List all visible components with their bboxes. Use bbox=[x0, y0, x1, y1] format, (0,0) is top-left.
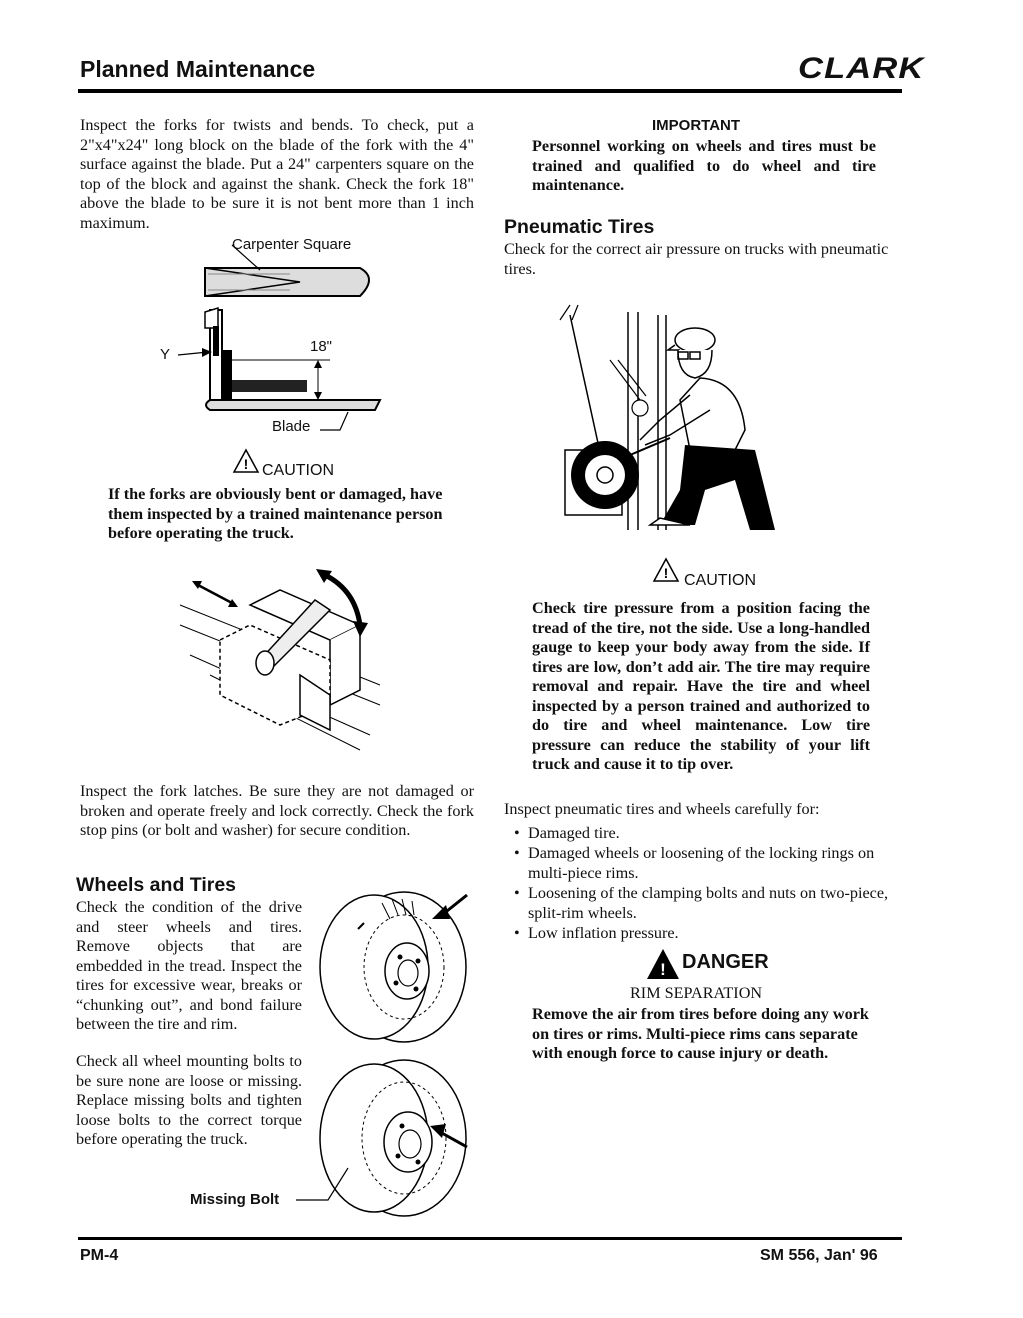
list-item: • Damaged tire. bbox=[504, 823, 904, 843]
wheels-tires-text: Check the condition of the drive and steer wheels and tires. Remove objects that are embedded in the tread. Inspect the tires for excessive wear, breaks or “chunking out”, and bond failure between the tire and rim. bbox=[76, 898, 302, 1033]
header-rule bbox=[78, 89, 902, 93]
tire-pressure-check-illustration bbox=[560, 300, 800, 540]
svg-text:!: ! bbox=[243, 456, 249, 472]
caution-title: CAUTION bbox=[262, 462, 334, 479]
list-item: • Damaged wheels or loosening of the locking rings on multi-piece rims. bbox=[504, 843, 904, 883]
list-item: • Loosening of the clamping bolts and nuts on two-piece, split-rim wheels. bbox=[504, 883, 904, 923]
important-title: IMPORTANT bbox=[652, 117, 741, 134]
page-title: Planned Maintenance bbox=[80, 56, 316, 82]
caution-text: If the forks are obviously bent or damaged, have them inspected by a trained maintenance person before operating the truck. bbox=[108, 485, 443, 542]
caution-text-2: Check tire pressure from a position facing the tread of the tire, not the side. Use a long-handled gauge to keep your body away from the side. If tires are low, don’t add air. The tire may require removal and repair. Have the tire and wheel inspected by a person trained and authorized to do tire and wheel maintenance. Low tire pressure can reduce the stability of your lift truck and cause it to tip over. bbox=[532, 599, 870, 773]
danger-text: Remove the air from tires before doing any work on tires or rims. Multi-piece rims cans separate with enough force to cause injury or death. bbox=[532, 1005, 869, 1062]
fork-check-illustration bbox=[150, 230, 400, 440]
caution-title-2: CAUTION bbox=[684, 572, 756, 589]
carpenter-square-label: Carpenter Square bbox=[232, 236, 352, 253]
brand-logo: CLARK bbox=[798, 52, 925, 85]
wheels-tires-heading: Wheels and Tires bbox=[76, 874, 237, 896]
pneumatic-tires-heading: Pneumatic Tires bbox=[504, 216, 655, 238]
svg-text:!: ! bbox=[663, 565, 669, 581]
caution-icon-2 bbox=[652, 557, 680, 583]
fork-latch-text: Inspect the fork latches. Be sure they are not damaged or broken and operate freely and lock correctly. Check the fork stop pins (or bolt and washer) for secure condition. bbox=[80, 782, 474, 839]
page-number: PM-4 bbox=[80, 1247, 119, 1264]
danger-subtitle: RIM SEPARATION bbox=[630, 984, 763, 1002]
caution-icon bbox=[232, 448, 260, 474]
svg-text:!: ! bbox=[660, 960, 666, 979]
important-text: Personnel working on wheels and tires must be trained and qualified to do wheel and tire maintenance. bbox=[532, 137, 876, 194]
pneumatic-tires-text: Check for the correct air pressure on trucks with pneumatic tires. bbox=[504, 240, 889, 278]
blade-label: Blade bbox=[272, 418, 311, 435]
danger-title: DANGER bbox=[682, 951, 769, 973]
list-item: • Low inflation pressure. bbox=[504, 923, 904, 943]
tire-tread-illustration bbox=[312, 885, 472, 1045]
footer-rule bbox=[78, 1237, 902, 1240]
missing-bolt-leader bbox=[294, 1150, 354, 1210]
document-reference: SM 556, Jan' 96 bbox=[760, 1247, 878, 1264]
inspection-list bbox=[504, 823, 904, 943]
missing-bolt-label: Missing Bolt bbox=[190, 1191, 280, 1208]
dimension-18in-label: 18" bbox=[310, 338, 333, 355]
danger-icon bbox=[646, 948, 680, 980]
forks-inspection-text: Inspect the forks for twists and bends. To check, put a 2"x4"x24" long block on the blade of the fork with the 4" surface against the blade. Put a 24" carpenters square on the top of the block and against the shank. Check the fork 18" above the blade to be sure it is not bent more than 1 inch maximum. bbox=[80, 116, 474, 232]
fork-latch-illustration bbox=[170, 565, 400, 765]
y-label: Y bbox=[160, 346, 171, 363]
wheel-bolts-text: Check all wheel mounting bolts to be sure none are loose or missing. Replace missing bolts and tighten loose bolts to the correct torque before operating the truck. bbox=[76, 1052, 302, 1148]
inspect-intro-text: Inspect pneumatic tires and wheels carefully for: bbox=[504, 800, 820, 818]
